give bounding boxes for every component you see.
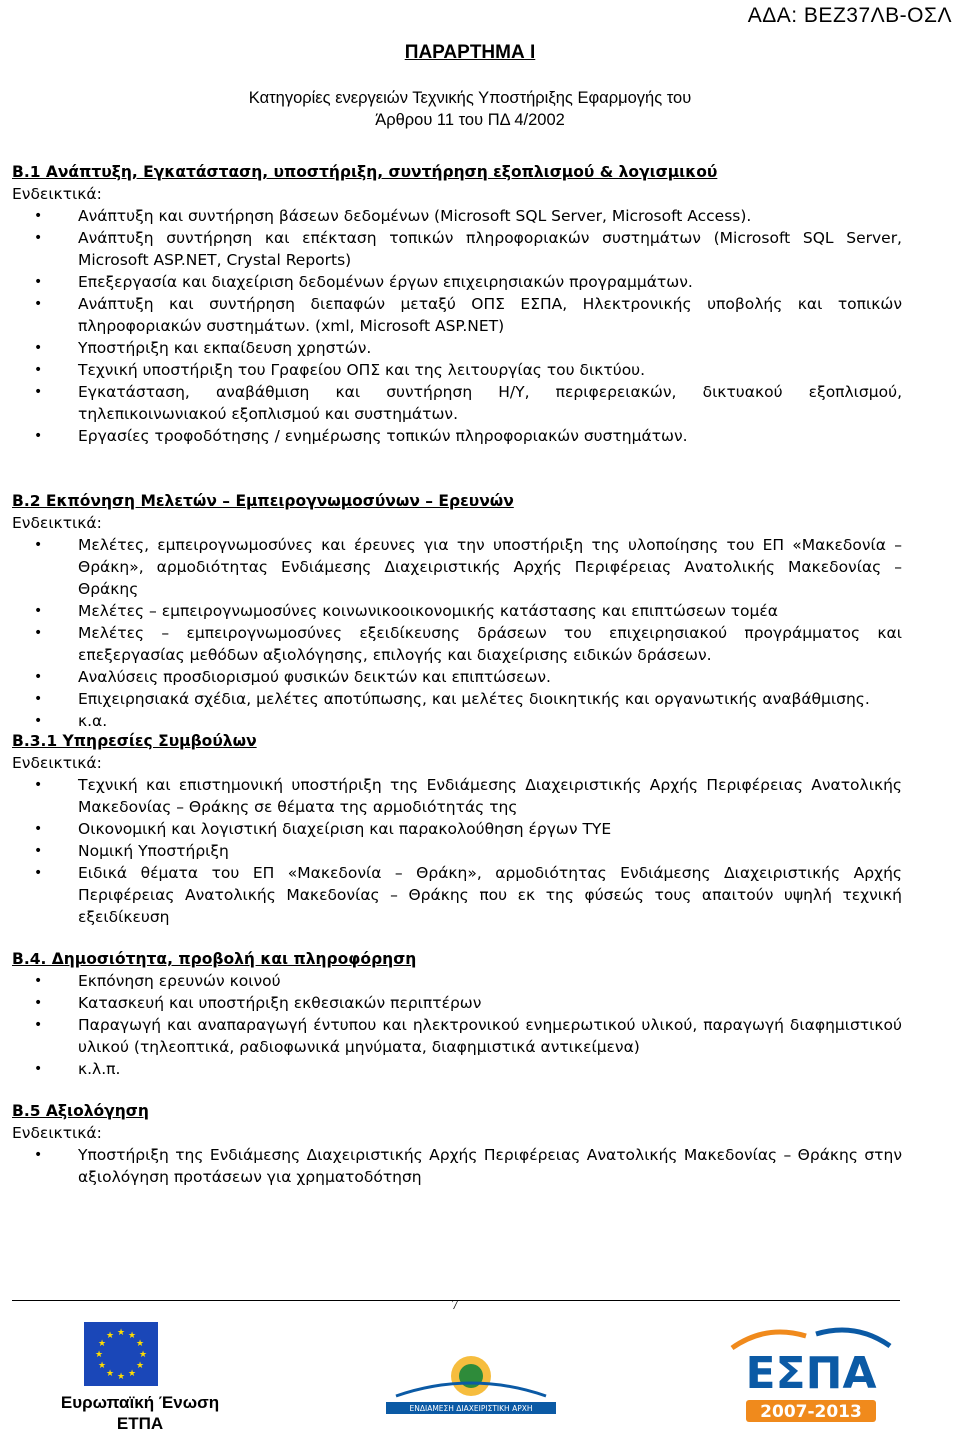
list-item: • Μελέτες – εμπειρογνωμοσύνες κοινωνικοοικονομικής κατάστασης και επιπτώσεων τομέα [12,600,902,622]
list-item: • κ.λ.π. [12,1058,902,1080]
list-item: • Αναλύσεις προσδιορισμού φυσικών δεικτών και επιπτώσεων. [12,666,902,688]
section-b4 [12,948,902,1080]
list-item: • Υποστήριξη της Ενδιάμεσης Διαχειριστικής Αρχής Περιφέρειας Ανατολικής Μακεδονίας – Θράκης στην αξιολόγηση προτάσεων για χρηματοδότηση [12,1144,902,1188]
espa-text: ΕΣΠΑ [745,1348,877,1399]
list-item: • Παραγωγή και αναπαραγωγή έντυπου και ηλεκτρονικού ενημερωτικού υλικού, παραγωγή διαφημιστικού υλικού (τηλεοπτικά, ραδιοφωνικά μηνύματα, διαφημιστικά αντικείμενα) [12,1014,902,1058]
eu-flag-icon [84,1322,158,1386]
list-item: • Εκπόνηση ερευνών κοινού [12,970,902,992]
bullet-list [12,774,902,928]
list-item: • Τεχνική υποστήριξη του Γραφείου ΟΠΣ και της λειτουργίας του δικτύου. [12,359,902,381]
svg-text:★: ★ [138,1350,148,1360]
section-heading: Β.5 Αξιολόγηση [12,1102,149,1120]
list-item: • Ανάπτυξη συντήρηση και επέκταση τοπικών πληροφοριακών συστημάτων (Microsoft SQL Server, Microsoft ASP.NET, Crystal Reports) [12,227,902,271]
list-item: • Οικονομική και λογιστική διαχείριση και παρακολούθηση έργων ΤΥΕ [12,818,902,840]
section-b5 [12,1100,902,1188]
espa-logo [726,1322,896,1428]
bullet-list [12,970,902,1080]
section-b1 [12,161,902,447]
managing-authority-text: ΕΝΔΙΑΜΕΣΗ ΔΙΑΧΕΙΡΙΣΤΙΚΗ ΑΡΧΗ [409,1404,533,1413]
svg-text:★: ★ [97,1339,107,1349]
list-item: • Υποστήριξη και εκπαίδευση χρηστών. [12,337,902,359]
section-lead: Ενδεικτικά: [12,185,102,203]
svg-text:★: ★ [105,1369,115,1379]
svg-text:★: ★ [127,1369,137,1379]
list-item: • Ανάπτυξη και συντήρηση βάσεων δεδομένων (Microsoft SQL Server, Microsoft Access). [12,205,902,227]
annex-title: ΠΑΡΑΡΤΗΜΑ Ι [404,42,536,63]
eu-caption-line: Ευρωπαϊκή Ένωση [60,1393,220,1412]
section-heading: Β.3.1 Υπηρεσίες Συμβούλων [12,732,257,750]
list-item: • Επεξεργασία και διαχείριση δεδομένων έργων επιχειρησιακών προγραμμάτων. [12,271,902,293]
svg-text:★: ★ [105,1331,115,1341]
svg-text:★: ★ [97,1361,107,1371]
bullet-list [12,1144,902,1188]
subtitle-line: Κατηγορίες ενεργειών Τεχνικής Υποστήριξης Εφαρμογής του [248,89,692,107]
svg-text:★: ★ [116,1372,126,1382]
section-lead: Ενδεικτικά: [12,514,102,532]
list-item: • κ.α. [12,710,902,732]
list-item: • Μελέτες, εμπειρογνωμοσύνες και έρευνες για την υποστήριξη της υλοποίησης του ΕΠ «Μακεδονία – Θράκη», αρμοδιότητας Ενδιάμεσης Διαχειριστικής Αρχής Περιφέρειας Ανατολικής Μακεδονίας – Θράκης [12,534,902,600]
svg-text:★: ★ [135,1339,145,1349]
list-item: • Ειδικά θέματα του ΕΠ «Μακεδονία – Θράκη», αρμοδιότητας Ενδιάμεσης Διαχειριστικής Αρχής Περιφέρειας Ανατολικής Μακεδονίας – Θράκης που εκ της φύσεώς τους απαιτούν υψηλή τεχνική εξειδίκευση [12,862,902,928]
svg-text:★: ★ [116,1328,126,1338]
list-item: • Εγκατάσταση, αναβάθμιση και συντήρηση Η/Υ, περιφερειακών, δικτυακού εξοπλισμού, τηλεπικοινωνιακού εξοπλισμού και συστημάτων. [12,381,902,425]
bullet-list [12,205,902,447]
section-heading: Β.1 Ανάπτυξη, Εγκατάσταση, υποστήριξη, συντήρηση εξοπλισμού & λογισμικού [12,163,718,181]
section-heading: Β.4. Δημοσιότητα, προβολή και πληροφόρηση [12,950,417,968]
subtitle [0,87,940,131]
svg-text:★: ★ [127,1331,137,1341]
managing-authority-logo [376,1350,566,1424]
list-item: • Τεχνική και επιστημονική υποστήριξη της Ενδιάμεσης Διαχειριστικής Αρχής Περιφέρειας Ανατολικής Μακεδονίας – Θράκης σε θέματα της αρμοδιότητάς της [12,774,902,818]
list-item: • Επιχειρησιακά σχέδια, μελέτες αποτύπωσης, και μελέτες διοικητικής και οργανωτικής αναβάθμισης. [12,688,902,710]
section-b2 [12,490,902,732]
page-number: 7 [451,1298,459,1313]
list-item: • Ανάπτυξη και συντήρηση διεπαφών μεταξύ ΟΠΣ ΕΣΠΑ, Ηλεκτρονικής υποβολής και τοπικών πληροφοριακών συστημάτων. (xml, Microsoft ASP.NET) [12,293,902,337]
ada-code: ΑΔΑ: ΒΕΖ37ΛΒ-ΟΣΛ [747,4,952,27]
espa-years: 2007-2013 [760,1402,862,1422]
subtitle-line: Άρθρου 11 του ΠΔ 4/2002 [375,111,565,129]
section-lead: Ενδεικτικά: [12,1124,102,1142]
section-b3-1 [12,730,902,928]
section-heading: Β.2 Εκπόνηση Μελετών – Εμπειρογνωμοσύνων – Ερευνών [12,492,514,510]
bullet-list [12,534,902,732]
list-item: • Μελέτες – εμπειρογνωμοσύνες εξειδίκευσης δράσεων του επιχειρησιακού προγράμματος και επεξεργασίας μεθόδων αξιολόγησης, επιλογής και διαχείρισης ειδικών δράσεων. [12,622,902,666]
list-item: • Κατασκευή και υποστήριξη εκθεσιακών περιπτέρων [12,992,902,1014]
svg-text:★: ★ [135,1361,145,1371]
eu-caption-line: ΕΤΠΑ [116,1414,164,1433]
eu-caption [40,1392,240,1434]
svg-text:★: ★ [94,1350,104,1360]
list-item: • Εργασίες τροφοδότησης / ενημέρωσης τοπικών πληροφοριακών συστημάτων. [12,425,902,447]
section-lead: Ενδεικτικά: [12,754,102,772]
list-item: • Νομική Υποστήριξη [12,840,902,862]
